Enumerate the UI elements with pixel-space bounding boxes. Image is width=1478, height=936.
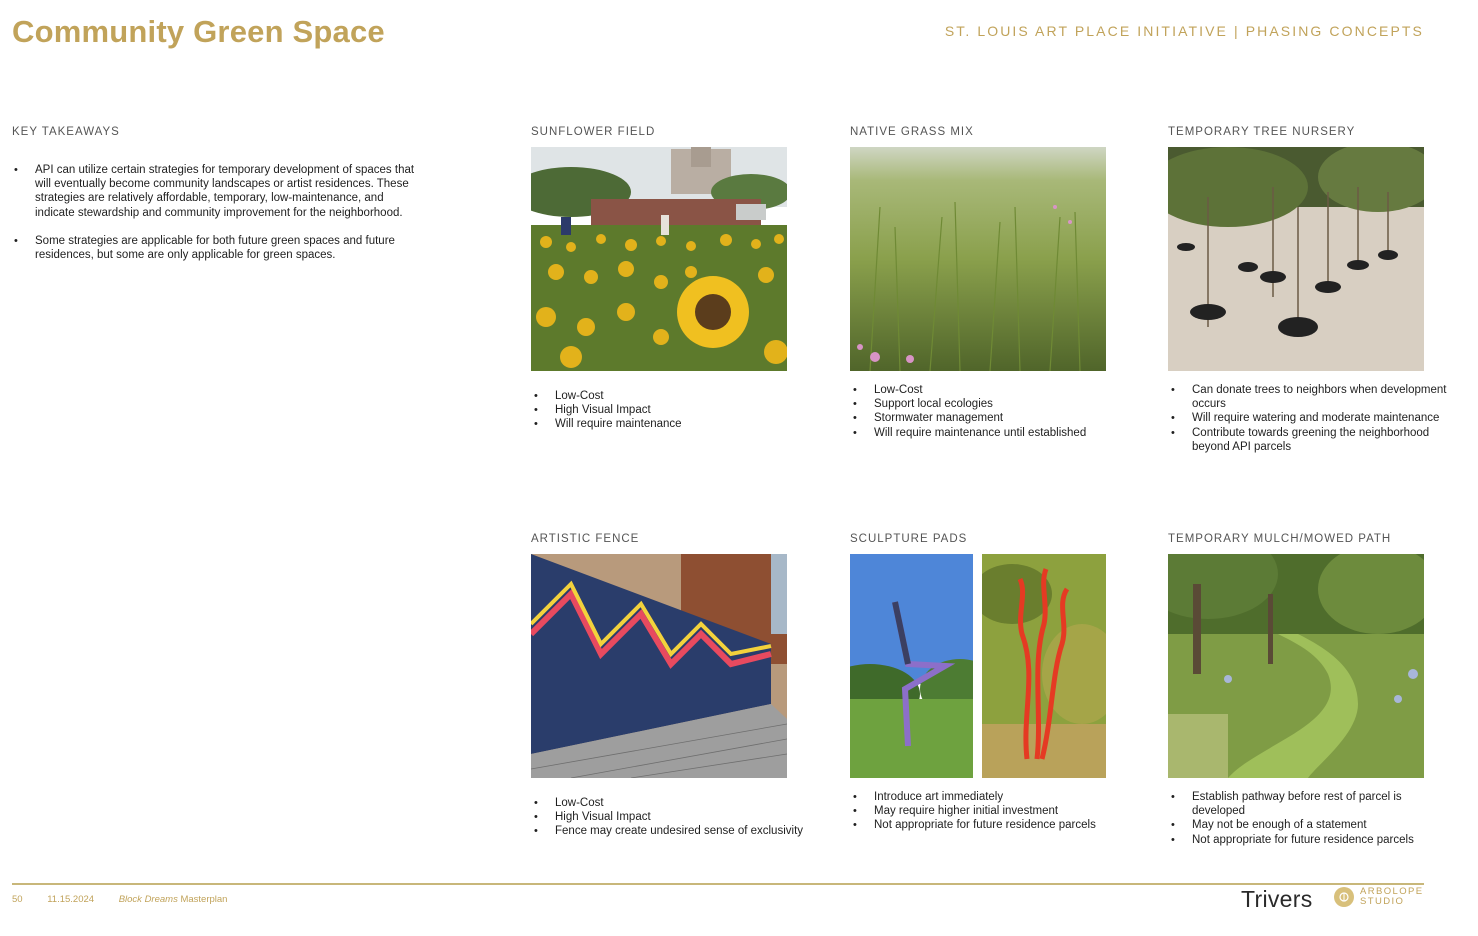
list-item: • Can donate trees to neighbors when development occurs: [1192, 383, 1448, 411]
list-item: • Low-Cost: [555, 796, 805, 810]
native-grass-heading: NATIVE GRASS MIX: [850, 126, 974, 138]
footer-divider: [12, 883, 1424, 885]
key-takeaways-heading: KEY TAKEAWAYS: [12, 126, 120, 138]
tree-nursery-list: [1168, 383, 1448, 454]
list-item: • Will require maintenance until established: [874, 426, 1124, 440]
list-item: • Stormwater management: [874, 411, 1124, 425]
key-takeaways-list: [11, 163, 420, 276]
sunflower-field-photo: [531, 147, 787, 371]
list-item: • May not be enough of a statement: [1192, 818, 1448, 832]
document-subtitle: ST. LOUIS ART PLACE INITIATIVE | PHASING CONCEPTS: [944, 23, 1424, 39]
footer-doc-title: Masterplan: [180, 894, 228, 905]
tree-nursery-heading: TEMPORARY TREE NURSERY: [1168, 126, 1356, 138]
list-item: • Fence may create undesired sense of exclusivity: [555, 824, 805, 838]
list-item: • Not appropriate for future residence parcels: [1192, 833, 1448, 847]
tree-nursery-photo: [1168, 147, 1424, 371]
mowed-path-list: [1168, 790, 1448, 847]
list-item: • Will require maintenance: [555, 417, 805, 431]
page-title: Community Green Space: [12, 14, 385, 49]
native-grass-photo: [850, 147, 1106, 371]
list-item: • High Visual Impact: [555, 403, 805, 417]
sculpture-pads-list: [850, 790, 1124, 833]
artistic-fence-list: [531, 796, 805, 839]
footer-doc-title-italic: Block Dreams: [118, 894, 178, 905]
arbolope-logo: [1334, 887, 1423, 907]
sculpture-pads-heading: SCULPTURE PADS: [850, 533, 968, 545]
list-item: • Contribute towards greening the neighborhood beyond API parcels: [1192, 426, 1448, 454]
list-item: • May require higher initial investment: [874, 804, 1124, 818]
artistic-fence-photo: [531, 554, 787, 778]
arbolope-line2: STUDIO: [1360, 896, 1405, 907]
trivers-logo: Trivers: [1241, 886, 1313, 912]
list-item: • Support local ecologies: [874, 397, 1124, 411]
list-item: • Low-Cost: [874, 383, 1124, 397]
arbolope-line1: ARBOLOPE: [1360, 886, 1424, 897]
list-item: • High Visual Impact: [555, 810, 805, 824]
footer-info: [12, 894, 249, 905]
sunflower-field-list: [531, 389, 805, 432]
footer-date: 11.15.2024: [47, 894, 95, 905]
list-item: • Not appropriate for future residence parcels: [874, 818, 1124, 832]
sculpture-purple-photo: [850, 554, 973, 778]
list-item: • Low-Cost: [555, 389, 805, 403]
native-grass-list: [850, 383, 1124, 440]
list-item: • Will require watering and moderate maintenance: [1192, 411, 1448, 425]
mowed-path-photo: [1168, 554, 1424, 778]
sculpture-red-photo: [982, 554, 1106, 778]
sunflower-field-heading: SUNFLOWER FIELD: [531, 126, 656, 138]
list-item: • Establish pathway before rest of parcel is developed: [1192, 790, 1448, 818]
artistic-fence-heading: ARTISTIC FENCE: [531, 533, 640, 545]
arbolope-mark-icon: [1334, 887, 1354, 907]
page-number: 50: [12, 894, 23, 905]
mowed-path-heading: TEMPORARY MULCH/MOWED PATH: [1168, 533, 1392, 545]
takeaway-item: • Some strategies are applicable for both future green spaces and future residences, but some are only applicable for green spaces.: [35, 234, 420, 262]
takeaway-item: • API can utilize certain strategies for temporary development of spaces that will eventually become community landscapes or artist residences. These strategies are relatively affordable, temporary, low-maintenance, and indicate stewardship and community improvement for the neighborhood.: [35, 163, 420, 220]
list-item: • Introduce art immediately: [874, 790, 1124, 804]
